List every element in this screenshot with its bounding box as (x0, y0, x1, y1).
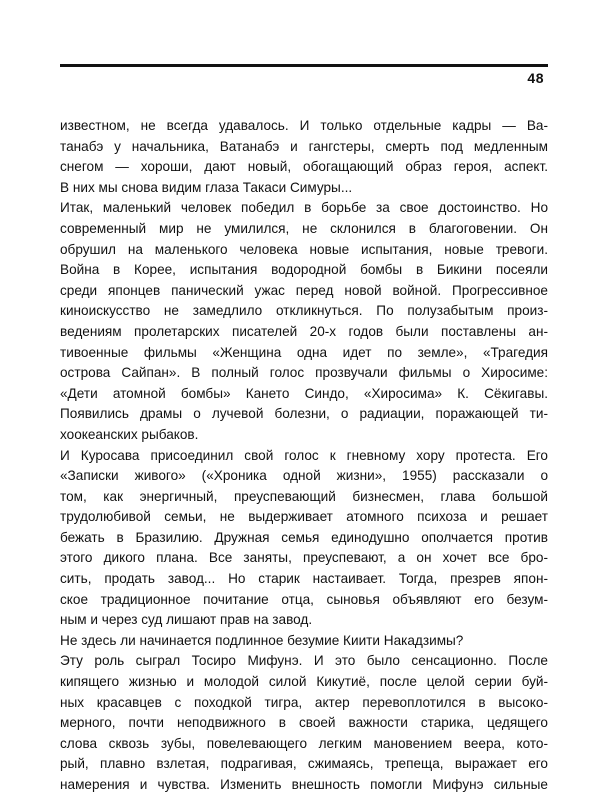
text-line: известном, не всегда удавалось. И только отдельные кадры — Ва- (60, 118, 548, 133)
text-line: В них мы снова видим глаза Такаси Симуры... (60, 179, 353, 195)
text-line: хоокеанских рыбаков. (60, 426, 199, 442)
text-line: трудолюбивой семьи, не выдерживает атомного психоза и решает (60, 509, 548, 525)
text-line: кипящего жизнью и молодой силой Кикутиё, после целой серии буй- (60, 674, 548, 690)
text-line: танабэ у начальника, Ватанабэ и гангстеры, смерть под медленным (60, 138, 548, 154)
text-line: том, как энергичный, преуспевающий бизнесмен, глава большой (60, 488, 548, 504)
body-text (60, 116, 548, 796)
text-line: тивоенные фильмы «Женщина одна идет по земле», «Трагедия (60, 344, 548, 360)
text-line: Эту роль сыграл Тосиро Мифунэ. И это было сенсационно. После (60, 653, 548, 669)
text-line: И Куросава присоединил свой голос к гневному хору протеста. Его (60, 447, 548, 463)
text-line: Появились драмы о лучевой болезни, о радиации, поражающей ти- (60, 406, 548, 422)
text-line: Не здесь ли начинается подлинное безумие Киити Накадзимы? (60, 632, 464, 648)
text-line: бежать в Бразилию. Дружная семья единодушно ополчается против (60, 529, 548, 545)
text-line: рый, плавно взлетая, подрагивая, сжимаясь, трепеща, выражает его (60, 756, 548, 772)
text-line: сить, продать завод... Но старик настаивает. Тогда, презрев япон- (60, 571, 548, 587)
text-line: ным и через суд лишают прав на завод. (60, 612, 313, 628)
text-line: Война в Корее, испытания водородной бомбы в Бикини посеяли (60, 262, 548, 278)
text-line: среди японцев панический ужас перед новой войной. Прогрессивное (60, 282, 548, 298)
text-line: мерного, почти неподвижного в своей важности старика, цедящего (60, 715, 548, 731)
text-line: ское традиционное почитание отца, сыновья объявляют его безум- (60, 591, 548, 607)
text-line: этого дикого плана. Все заняты, преуспевают, а он хочет все бро- (60, 550, 548, 566)
text-line: Итак, маленький человек победил в борьбе за свое достоинство. Но (60, 200, 548, 216)
text-line: обрушил на маленького человека новые испытания, новые тревоги. (60, 241, 548, 257)
header-rule (60, 64, 548, 67)
page-number: 48 (527, 70, 544, 86)
text-line: современный мир не умилился, не склонился в благоговении. Он (60, 220, 548, 236)
text-line: «Записки живого» («Хроника одной жизни», 1955) рассказали о (60, 468, 548, 484)
text-line: ведениям пролетарских писателей 20-х годов были поставлены ан- (60, 323, 548, 339)
text-line: снегом — хороши, дают новый, обогащающий образ героя, аспект. (60, 159, 548, 175)
text-line: «Дети атомной бомбы» Кането Синдо, «Хиросима» К. Сёкигавы. (60, 385, 548, 401)
text-line: ных красавцев с походкой тигра, актер перевоплотился в высоко- (60, 694, 548, 710)
text-line: киноискусство не замедлило откликнуться. По полузабытым произ- (60, 303, 548, 319)
text-line: намерения и чувства. Изменить внешность помогли Мифунэ сильные (60, 777, 548, 792)
text-line: острова Сайпан». В полный голос прозвучали фильмы о Хиросиме: (60, 365, 548, 381)
text-line: слова сквозь зубы, повелевающего легким мановением веера, кото- (60, 735, 548, 751)
